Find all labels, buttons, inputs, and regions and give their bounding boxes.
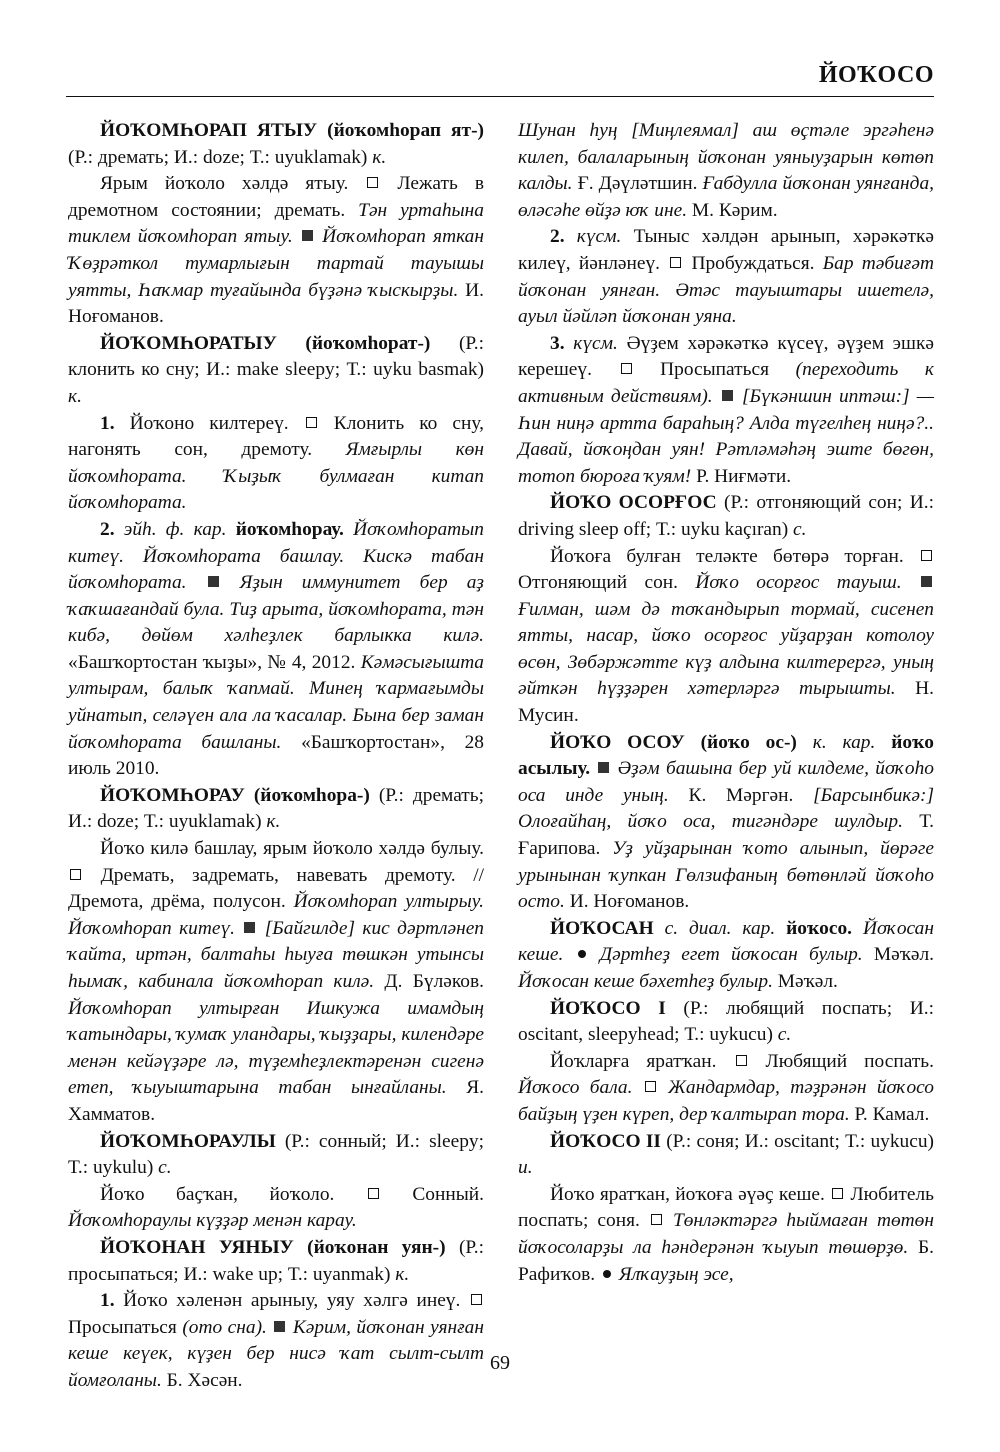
sense-3 <box>518 331 934 491</box>
entry-definition <box>518 1182 934 1288</box>
grammar-form: (йоҡомһорап ят-) <box>327 120 484 141</box>
citation-marker-icon <box>274 1321 285 1332</box>
proverb-marker-icon <box>603 1270 611 1278</box>
cross-reference: йоҡомһорау. <box>235 518 344 540</box>
citation: Йоҡомһорап ултырған Ишкужа имамдың ҡатындары, ҡумаҡ уландары, ҡыҙҙары, килендәре менән кейәүҙәре лә, түҙемһеҙлектәренән сигенә етеп, ҡыуыштарына табан ынғайланы. <box>68 997 484 1099</box>
proverb: Йоҡосан кеше бәхетһеҙ булыр. <box>518 971 773 992</box>
sense-number: 1. <box>100 412 115 434</box>
entry-definition <box>518 544 934 730</box>
translations: (Р.: дремать; И.: doze; Т.: uyuklamak) <box>68 146 368 168</box>
translations: (Р.: соня; И.: oscitant; Т.: uykucu) <box>666 1130 935 1152</box>
russian-translation: Любитель поспать; соня. <box>518 1183 934 1232</box>
example: Йоҡомһорап ултырыу. Йоҡомһорап китеү. <box>68 891 484 939</box>
definition-text: Йоҡларға яратҡан. <box>550 1050 717 1072</box>
citation-marker-icon <box>598 762 609 773</box>
russian-translation: Дремать, задремать, навевать дремоту. <box>100 864 456 886</box>
citation-marker-icon <box>208 576 219 587</box>
citation: Жандармдар, тәҙрәнән йоҡосо байҙың үҙен күреп, дер ҡалтырап тора. <box>518 1077 934 1125</box>
translations: (Р.: клонить ко сну; И.: make sleepy; Т.: uyku basmak) <box>68 332 484 381</box>
russian-translation: Клонить ко сну, нагонять сон, дремоту. <box>68 412 484 461</box>
entry-yokomhorauly <box>68 1129 484 1182</box>
proverb-source: Мәҡәл. <box>777 971 838 992</box>
definition-text: Йоҡо баҫҡан, йоҡоло. <box>100 1183 335 1205</box>
entry-yokosan <box>518 916 934 996</box>
russian-translation: Сонный. <box>412 1183 484 1205</box>
translation-marker-icon <box>736 1055 747 1066</box>
citation-author: Р. Камал. <box>854 1103 930 1125</box>
definition-text: Йоҡоно килтереү. <box>129 412 289 434</box>
citation-author: М. Кәрим. <box>691 199 778 221</box>
citation: Шунан һуң [Миңлеямал] аш өҫтәле эргәһенә килеп, балаларының йоҡонан уяныуҙарын көтөп калды. <box>518 120 934 195</box>
part-of-speech: к. кар. <box>812 731 876 753</box>
proverb-source: Мәҡәл. <box>873 944 934 966</box>
headword: ЙОҠОМҺОРАУ <box>100 784 245 806</box>
headword: ЙОҠОНАН УЯНЫУ <box>100 1236 294 1258</box>
citation-author: Т. Ғарипова. <box>518 811 934 860</box>
left-column <box>68 118 484 1395</box>
part-of-speech: к. <box>68 385 82 407</box>
citation-marker-icon <box>244 922 255 933</box>
russian-translation: Любящий поспать. <box>765 1050 934 1072</box>
translation-marker-icon <box>368 1188 379 1199</box>
russian-translation: Просыпаться <box>660 359 769 381</box>
citation-source: «Башҡортостан», 28 июль 2010. <box>68 731 484 780</box>
sense-1 <box>68 411 484 517</box>
sense-number: 3. <box>550 332 565 354</box>
translation-marker-icon <box>621 363 632 374</box>
entry-yokonan-uyanyu <box>68 1235 484 1288</box>
citation-author: И. Ноғоманов. <box>68 279 484 328</box>
translation-marker-icon <box>471 1294 482 1305</box>
citation-author: К. Мәргән. <box>688 784 794 806</box>
translation-marker-icon <box>306 417 317 428</box>
part-of-speech: к. <box>266 811 281 833</box>
grammar-form: (йоҡонан уян-) <box>307 1236 446 1258</box>
grammar-form: (йоҡомһорат-) <box>305 332 431 354</box>
headword: ЙОҠОМҺОРАП ЯТЫУ <box>100 120 318 141</box>
example: Ямғырлы көн йоҡомһората. Ҡыҙыҡ булмаған китап йоҡомһората. <box>68 439 484 514</box>
citation: [Байгилде] кис дәртләнеп ҡайта, иртән, балтаһы һыуға төшкән утынсы һымаҡ, кабиналa йоҡомһорап килә. <box>68 917 484 992</box>
citation-author: Н. Мусин. <box>518 678 934 727</box>
translation-marker-icon <box>70 869 81 880</box>
grammar-form: (йоҡо ос-) <box>700 731 797 753</box>
page-number: 69 <box>490 1352 510 1374</box>
translation-marker-icon <box>645 1081 656 1092</box>
citation-author: Б. Хәсән. <box>166 1369 243 1391</box>
example: Тән уртаһына тиклем йоҡомһорап ятыу. <box>68 199 484 248</box>
running-head: ЙОҠОСО <box>818 62 934 88</box>
sense-1 <box>68 1288 484 1394</box>
citation: Ғабдулла йоҡонан уянғанда, өләсәһе өйҙә юҡ ине. <box>518 173 934 221</box>
citation: Яҙын иммунитет бер аҙ ҡаҡшағандай була. Тиҙ арыта, йоҡомһората, тән кибә, дөйөм хәлһеҙлек барлыкка килә. <box>68 572 484 647</box>
translations: (Р.: любящий поспать; И.: oscitant, sleepyhead; Т.: uykucu) <box>518 997 934 1046</box>
entry-yokomhoratyu <box>68 331 484 411</box>
sense-2 <box>68 517 484 783</box>
grammar-note: эйһ. ф. кар. <box>123 518 227 540</box>
russian-translation: Пробуждаться. <box>691 252 815 274</box>
citation: [Барсынбикә:] Олоғайһаң, йоҡо оса, тигәндәре шулдыр. <box>518 784 934 833</box>
proverb: Дәртһеҙ егет йоҡосан булыр. <box>599 944 863 966</box>
definition-text: Йоҡоға булған теләкте бөтөрә торған. <box>550 545 904 567</box>
example: Йоҡосо бала. <box>518 1077 633 1099</box>
entry-definition <box>68 1182 484 1235</box>
translation-marker-icon <box>651 1214 662 1225</box>
proverb: Ялҡауҙың эсе, <box>618 1263 734 1285</box>
definition-text: Йоҡо хәленән арыныу, уяу хәлгә инеү. <box>123 1290 461 1312</box>
sense-2 <box>518 224 934 330</box>
translation-marker-icon <box>832 1188 843 1199</box>
translations: (Р.: дремать; И.: doze; Т.: uyuklamak) <box>68 784 484 833</box>
translations: (Р.: отгоняющий сон; И.: driving sleep off; Т.: uyku kaçıran) <box>518 492 934 540</box>
example: Йоҡо осорғос тауыш. <box>695 572 902 594</box>
example: Йоҡомһоратып китеү. Йоҡомһората башлау. Кискә табан йоҡомһората. <box>68 518 484 594</box>
headword: ЙОҠОСАН <box>550 917 654 939</box>
citation-author: Б. Рафиҡов. <box>518 1236 934 1285</box>
headword: ЙОҠОСО I <box>550 997 666 1019</box>
citation-marker-icon <box>921 576 932 587</box>
sense-number: 2. <box>100 518 115 540</box>
citation-marker-icon <box>722 390 733 401</box>
grammar-note: с. диал. кар. <box>664 917 776 939</box>
citation-source: «Башҡортостан ҡыҙы», № 4, 2012. <box>68 651 356 673</box>
sense-number: 1. <box>100 1290 115 1312</box>
entry-yokomhorap-yatyu <box>68 118 484 171</box>
translation-marker-icon <box>670 257 681 268</box>
citation: Әҙәм башына бер уй килдеме, йоҡоһо оса инде уның. <box>518 758 934 806</box>
citation-author: Ғ. Дәүләтшин. <box>577 173 698 195</box>
translations: (Р.: сонный; И.: sleepy; Т.: uykulu) <box>68 1130 484 1179</box>
part-of-speech: с. <box>158 1157 172 1179</box>
headword: ЙОҠО ОСОРҒОС <box>550 492 717 514</box>
citation-author: Д. Бүләков. <box>384 971 484 992</box>
definition-text: Йоҡо килә башлау, ярым йоҡоло хәлдә булыу. <box>100 838 484 860</box>
citation: Кәрим, йоҡонан уянған кеше кеүек, күҙен бер нисә ҡат сылт-сылт йомғоланы. <box>68 1316 484 1391</box>
headword: ЙОҠОСО II <box>550 1130 661 1152</box>
grammar-note: күсм. <box>576 226 622 248</box>
cross-reference: йоҡо асылыу. <box>518 731 934 780</box>
citation-author: И. Ноғоманов. <box>569 891 690 913</box>
entry-yokoso-1 <box>518 996 934 1049</box>
grammar-form: (йоҡомһора-) <box>253 784 370 806</box>
headword: ЙОҠОМҺОРАУЛЫ <box>100 1130 276 1152</box>
right-column <box>518 118 934 1288</box>
translation-note: (переходить к активным действиям). <box>518 359 934 407</box>
definition-text: Ярым йоҡоло хәлдә ятыу. <box>100 173 349 195</box>
part-of-speech: с. <box>793 518 807 540</box>
entry-yoko-osou <box>518 730 934 916</box>
entry-yokomhorau <box>68 783 484 836</box>
headword: ЙОҠО ОСОУ <box>550 731 685 753</box>
part-of-speech: с. <box>777 1024 792 1046</box>
russian-translation: Отгоняющий сон. <box>518 572 678 594</box>
cross-reference: йоҡосо. <box>786 917 853 939</box>
citation: Йоҡомһорап яткан Ҡөҙрәткол тумарлығын тартай тауышы уятты, Һаҡмар туғайында бүҙәнә ҡыскырҙы. <box>68 226 484 301</box>
part-of-speech: к. <box>372 146 387 168</box>
definition-text: Йоҡо яратҡан, йоҡоға әүәҫ кеше. <box>550 1183 825 1205</box>
header-rule <box>66 96 934 97</box>
example: Йоҡосан кеше. <box>518 917 934 966</box>
citation-author: Р. Ниғмәти. <box>696 465 792 487</box>
example: Бар тәбиғәт йоҡонан уянған. Әтәс тауыштары ишетелә, ауыл йәйләп йоҡонан уяна. <box>518 252 934 328</box>
continued-citation <box>518 118 934 224</box>
grammar-note: күсм. <box>573 332 618 354</box>
citation: Уҙ уйҙарынан ҡото алынып, йөрәге урынынан ҡупкан Гөлзифаның бөтөнләй йоҡоһо осто. <box>518 838 934 913</box>
part-of-speech: к. <box>395 1263 410 1285</box>
translation-marker-icon <box>921 550 932 561</box>
citation-author: Я. Хамматов. <box>68 1077 484 1125</box>
part-of-speech: и. <box>518 1157 533 1179</box>
citation-marker-icon <box>302 230 313 241</box>
entry-yokoso-2 <box>518 1129 934 1182</box>
citation: Ғилман, шәм дә тоҡандырып тормай, сисенеп ятты, насар, йоҡо осорғос уйҙарҙан котолоу өсөн, Зөбәржәтте күҙ алдына килтерергә, уның әйткән һүҙҙәрен хәтерләргә тырышты. <box>518 598 934 700</box>
proverb-marker-icon <box>578 950 586 958</box>
translation-note: (ото сна). <box>182 1316 267 1338</box>
russian-translation: // Дремота, дрёма, полусон. <box>68 864 484 913</box>
entry-definition <box>518 1049 934 1129</box>
citation: [Бүкәншин иптәш:] — Һин ниңә артта бараһың? Алда түгелһең ниңә?.. Давай, йоҡоңдан уян! Рәтләмәһәң эште бөгөн, тотоп бюроға ҡуям! <box>518 385 934 487</box>
translations: (Р.: просыпаться; И.: wake up; Т.: uyanmak) <box>68 1236 484 1285</box>
citation: Төнләктәргә һыймаған төтөн йоҡосоларҙы ла һәндерәнән ҡыуып төшөрҙө. <box>518 1210 934 1258</box>
translation-marker-icon <box>367 177 378 188</box>
definition-text: Тыныс хәлдән арынып, хәрәкәткә килеү, йәнләнеү. <box>518 226 934 274</box>
entry-definition <box>68 836 484 1129</box>
entry-definition <box>68 171 484 331</box>
definition-text: Әүҙем хәрәкәткә күсеү, әүҙем эшкә керешеү. <box>518 332 934 381</box>
entry-yoko-osorgos <box>518 490 934 543</box>
russian-translation: Просыпаться <box>68 1316 177 1338</box>
citation: Кәмәсығыштa ултырам, балыҡ ҡапмай. Минең ҡармағымды уйнатып, селәүен ала ла ҡасалар. Бына бер заман йоҡомһората башланы. <box>68 651 484 753</box>
example: Йоҡомһораулы күҙҙәр менән карау. <box>68 1210 357 1232</box>
headword: ЙОҠОМҺОРАТЫУ <box>100 332 277 354</box>
sense-number: 2. <box>550 226 565 248</box>
russian-translation: Лежать в дремотном состоянии; дремать. <box>68 173 484 221</box>
